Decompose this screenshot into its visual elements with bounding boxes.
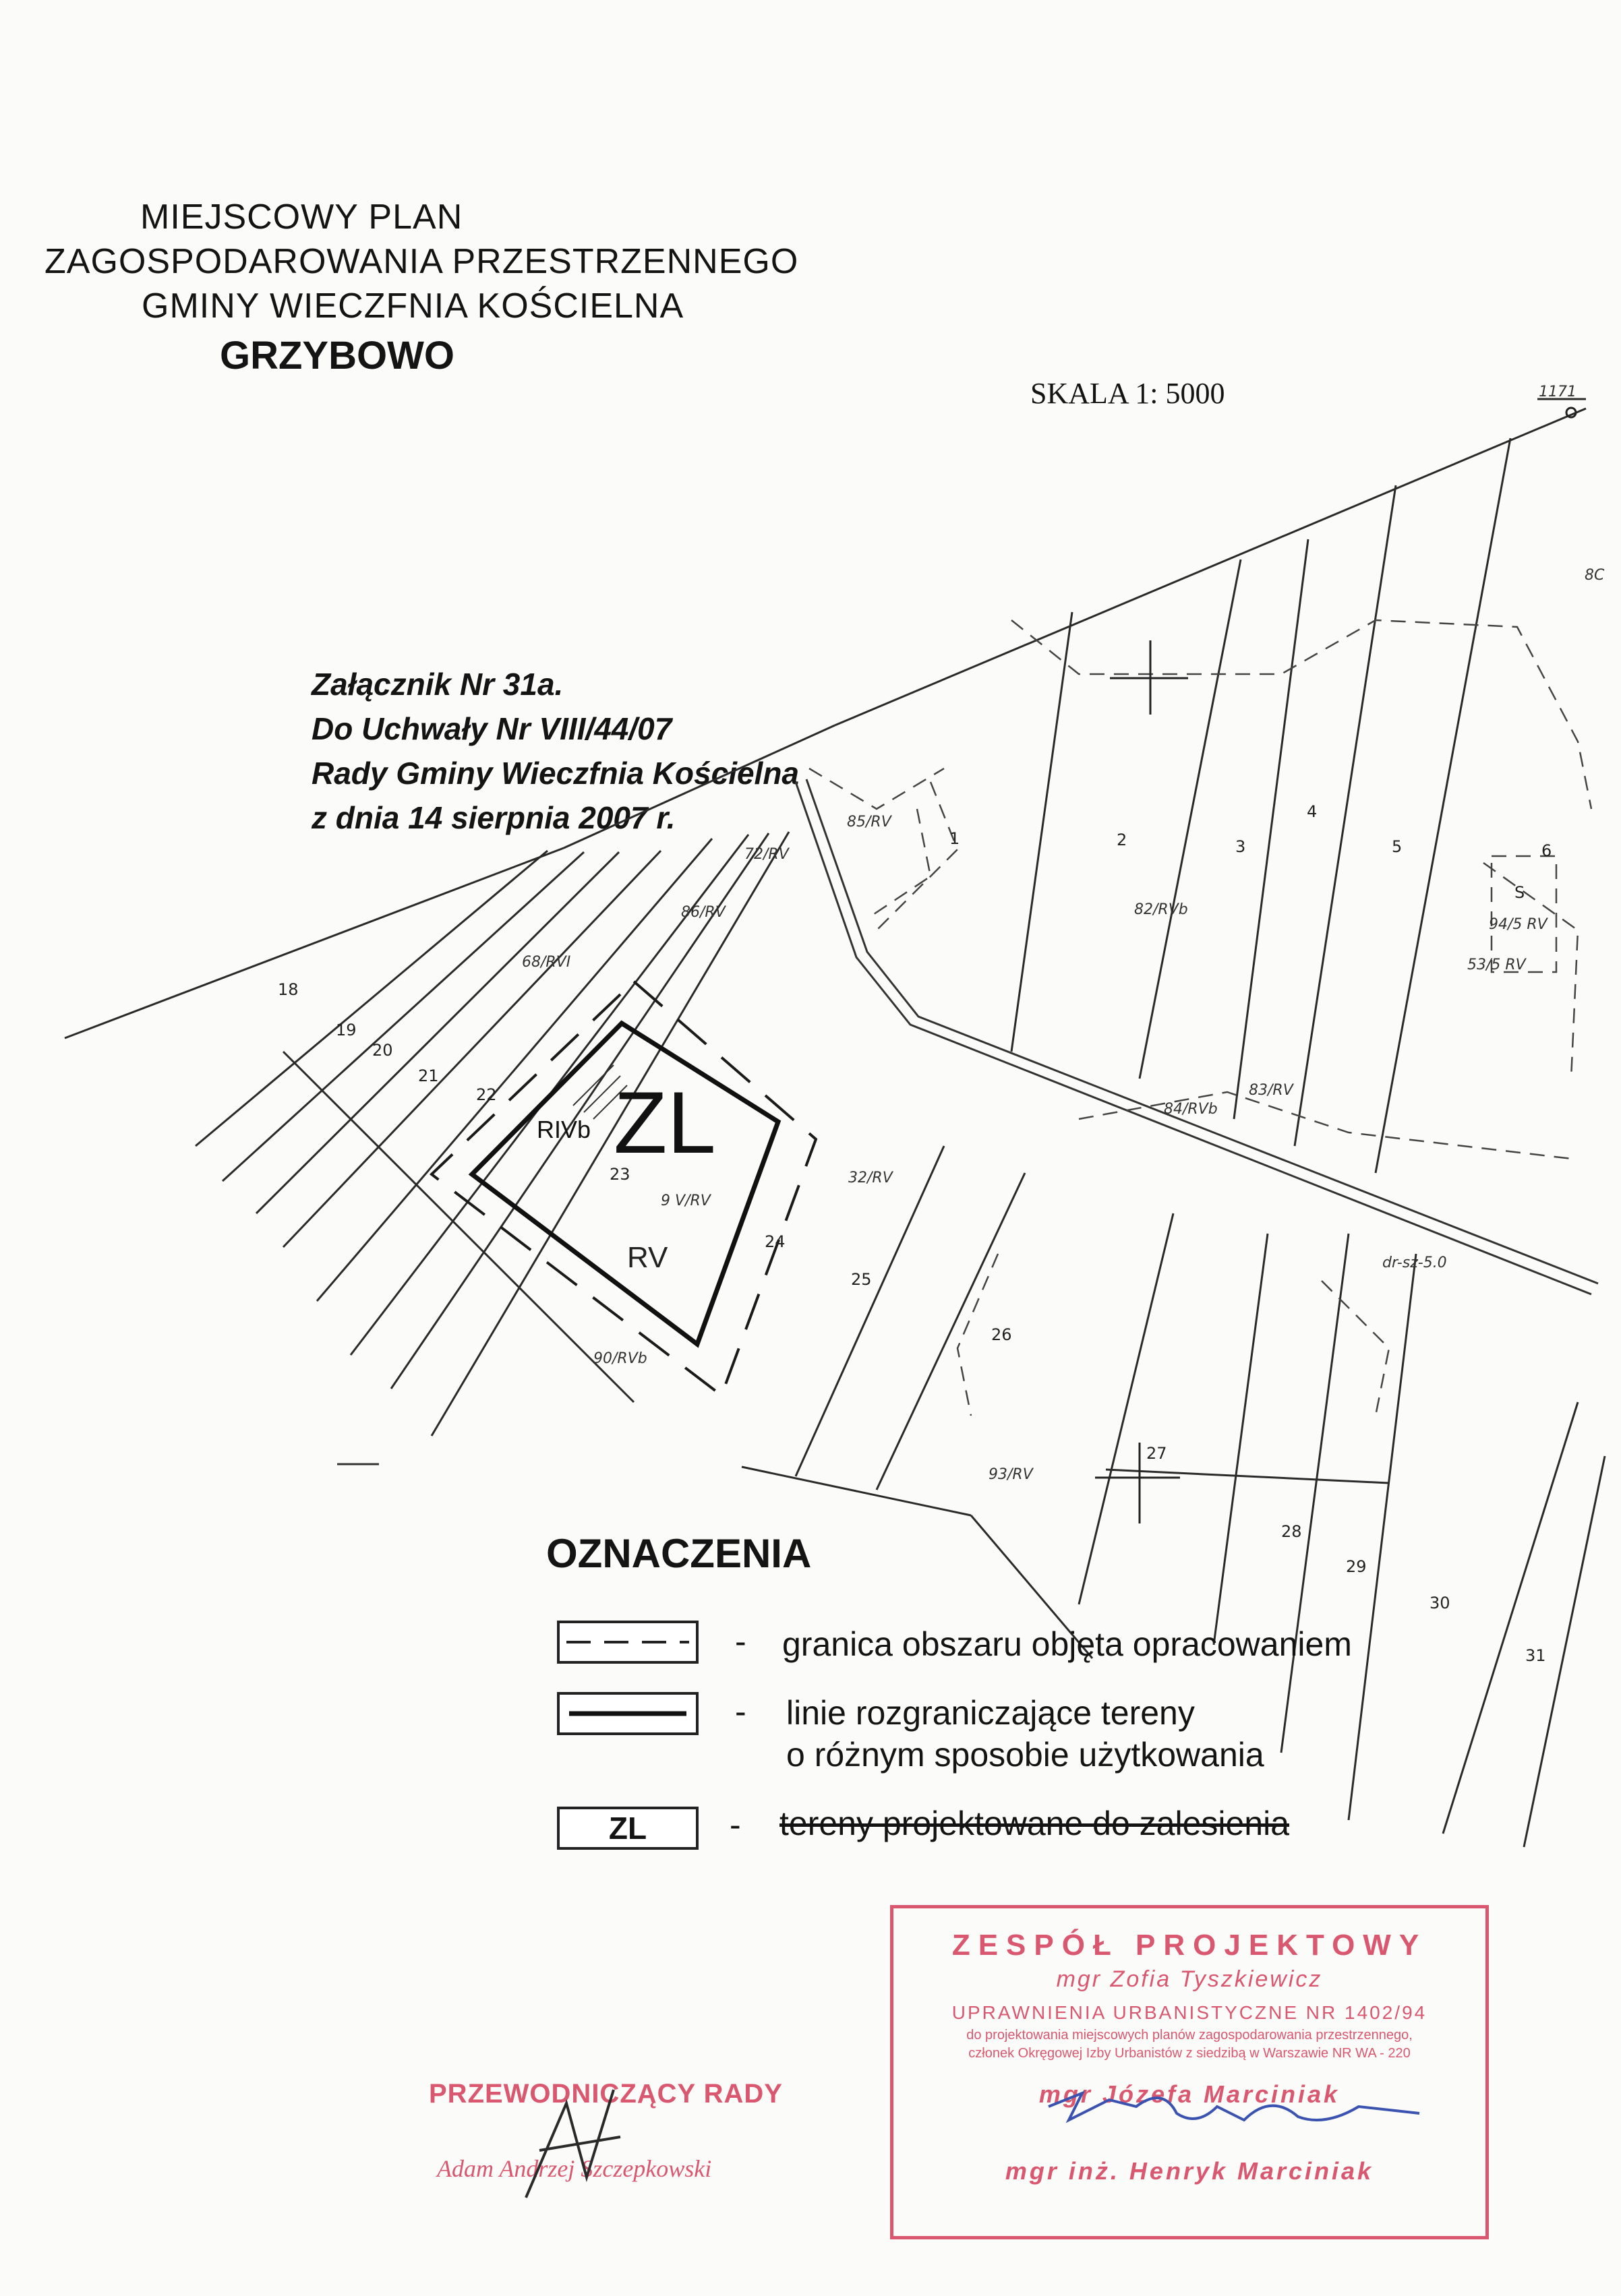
parcel-2: 2: [1117, 830, 1127, 849]
chairman-signature: [512, 2076, 647, 2211]
plan-title-line2: ZAGOSPODAROWANIA PRZESTRZENNEGO: [45, 242, 799, 281]
plan-title-line3: GMINY WIECZFNIA KOŚCIELNA: [142, 286, 684, 326]
zl-zone-outline: [472, 1023, 778, 1344]
zone-rv: RV: [627, 1241, 668, 1274]
corner-label: 1171: [1539, 384, 1576, 400]
stamp-license: UPRAWNIENIA URBANISTYCZNE NR 1402/94: [951, 2002, 1427, 2023]
legend-symbol-solid: [557, 1692, 699, 1735]
parcel-code-53: 53/5 RV: [1467, 957, 1526, 973]
parcel-code-86: 86/RV: [681, 904, 726, 921]
dashed-line-icon: [560, 1623, 696, 1661]
parcel-19: 19: [336, 1021, 357, 1039]
parcel-code-84: 84/RVb: [1164, 1101, 1218, 1118]
parcel-31: 31: [1525, 1646, 1546, 1665]
parcel-code-90: 90/RVb: [593, 1350, 647, 1367]
parcel-3: 3: [1235, 837, 1246, 856]
parcel-26: 26: [991, 1325, 1012, 1344]
parcel-code-32: 32/RV: [848, 1170, 893, 1186]
parcel-27: 27: [1146, 1444, 1167, 1463]
annex-line3: Rady Gminy Wieczfnia Kościelna: [312, 756, 800, 791]
plan-place-name: GRZYBOWO: [220, 334, 454, 377]
parcel-1: 1: [949, 829, 960, 848]
legend-item-afforestation: tereny projektowane do zalesienia: [779, 1805, 1290, 1842]
parcel-code-68: 68/RVI: [522, 954, 571, 971]
parcel-28: 28: [1281, 1522, 1302, 1541]
solid-line-icon: [560, 1695, 696, 1732]
legend-dash-3: -: [730, 1806, 741, 1844]
legend-symbol-zl: ZL: [557, 1807, 699, 1850]
parcel-code-94: 94/5 RV: [1489, 916, 1548, 933]
chairman-name: Adam Andrzej Szczepkowski: [437, 2155, 712, 2182]
legend-item-lines-2: o różnym sposobie użytkowania: [786, 1736, 1264, 1774]
stamp-author3: mgr inż. Henryk Marciniak: [1005, 2157, 1374, 2185]
zone-code-zl: ZL: [614, 1073, 716, 1172]
parcel-code-85: 85/RV: [847, 814, 891, 830]
dashed-boundaries: [809, 620, 1591, 1416]
annex-line4: z dnia 14 sierpnia 2007 r.: [312, 800, 676, 835]
parcel-22: 22: [476, 1085, 497, 1104]
edge-label: 8C: [1585, 567, 1605, 584]
stamp-title: ZESPÓŁ PROJEKTOWY: [951, 1929, 1427, 1962]
parcel-s: S: [1514, 883, 1525, 902]
legend-symbol-dashed: [557, 1621, 699, 1664]
parcel-code-93: 93/RV: [989, 1466, 1033, 1483]
map-scale: SKALA 1: 5000: [1030, 377, 1225, 410]
parcel-18: 18: [278, 980, 299, 999]
parcel-20: 20: [372, 1041, 393, 1060]
plan-title-line1: MIEJSCOWY PLAN: [140, 198, 463, 237]
parcel-code-83: 83/RV: [1249, 1082, 1293, 1099]
chairman-title: PRZEWODNICZĄCY RADY: [429, 2079, 783, 2109]
parcel-21: 21: [418, 1066, 439, 1085]
zone-rivb: RIVb: [537, 1116, 591, 1143]
parcel-25: 25: [851, 1270, 872, 1289]
stamp-desc2: członek Okręgowej Izby Urbanistów z siedzibą w Warszawie NR WA - 220: [968, 2046, 1411, 2061]
legend-item-lines-1: linie rozgraniczające tereny: [786, 1694, 1195, 1732]
legend-dash-2: -: [735, 1693, 746, 1730]
stamp-author1: mgr Zofia Tyszkiewicz: [1056, 1966, 1323, 1992]
parcel-30: 30: [1430, 1594, 1450, 1612]
parcel-code-9: 9 V/RV: [661, 1192, 711, 1209]
stamp-desc1: do projektowania miejscowych planów zagospodarowania przestrzennego,: [966, 2028, 1413, 2043]
parcel-4: 4: [1307, 802, 1318, 821]
signature-mark: [1042, 2080, 1446, 2140]
stamp-author2: mgr Józefa Marciniak: [1038, 2080, 1340, 2108]
road-label: dr-sz-5.0: [1382, 1255, 1447, 1271]
map-labels: [278, 384, 1605, 1665]
parcel-6: 6: [1541, 841, 1552, 860]
cross-symbols: [1095, 640, 1188, 1523]
parcel-24: 24: [765, 1232, 786, 1251]
annex-line1: Załącznik Nr 31a.: [312, 667, 564, 702]
design-team-stamp: [890, 1905, 1489, 2239]
parcel-code-82: 82/RVb: [1134, 901, 1188, 918]
legend-dash-1: -: [735, 1623, 746, 1660]
road: [796, 779, 1598, 1294]
annex-line2: Do Uchwały Nr VIII/44/07: [312, 711, 672, 746]
parcel-23: 23: [610, 1165, 630, 1184]
legend-item-boundary: granica obszaru objęta opracowaniem: [782, 1625, 1352, 1663]
legend-title: OZNACZENIA: [546, 1531, 812, 1576]
parcel-code-72: 72/RV: [744, 846, 789, 863]
parcel-29: 29: [1346, 1557, 1367, 1576]
parcel-5: 5: [1392, 837, 1403, 856]
